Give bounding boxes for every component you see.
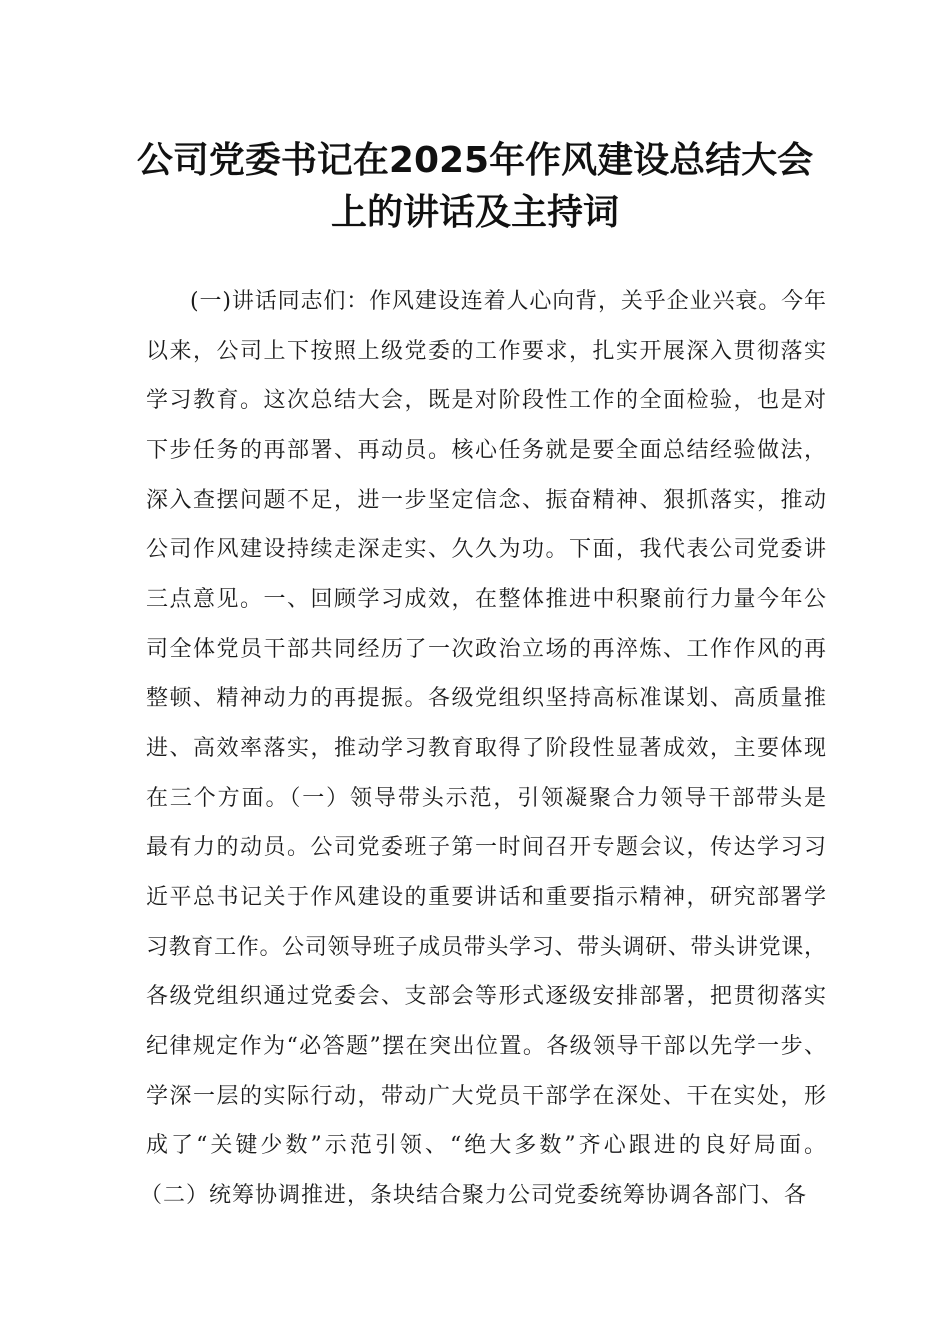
- body-line: 纪律规定作为“必答题”摆在突出位置。各级领导干部以先学一步、: [146, 1034, 826, 1059]
- body-line: 各级党组织通过党委会、支部会等形式逐级安排部署，把贯彻落实: [146, 984, 826, 1009]
- body-line: (一)讲话同志们：作风建设连着人心向背，关乎企业兴衰。今年: [190, 289, 826, 314]
- document-title-line-2: 上的讲话及主持词: [330, 192, 619, 233]
- body-line: 深入查摆问题不足，进一步坚定信念、振奋精神、狠抓落实，推动: [146, 488, 826, 513]
- document-title-line-1: 公司党委书记在2025年作风建设总结大会: [136, 140, 814, 181]
- body-line: 近平总书记关于作风建设的重要讲话和重要指示精神，研究部署学: [146, 885, 826, 910]
- body-line: 习教育工作。公司领导班子成员带头学习、带头调研、带头讲党课，: [146, 935, 826, 960]
- body-line: 进、高效率落实，推动学习教育取得了阶段性显著成效，主要体现: [146, 736, 826, 761]
- body-line: 最有力的动员。公司党委班子第一时间召开专题会议，传达学习习: [146, 835, 826, 860]
- body-line: 学深一层的实际行动，带动广大党员干部学在深处、干在实处，形: [146, 1084, 826, 1109]
- body-line: 下步任务的再部署、再动员。核心任务就是要全面总结经验做法，: [146, 438, 826, 463]
- body-line: 三点意见。一、回顾学习成效，在整体推进中积聚前行力量今年公: [146, 587, 826, 612]
- body-line: 学习教育。这次总结大会，既是对阶段性工作的全面检验，也是对: [146, 388, 826, 413]
- body-line: 在三个方面。（一）领导带头示范，引领凝聚合力领导干部带头是: [146, 786, 826, 811]
- body-line: 司全体党员干部共同经历了一次政治立场的再淬炼、工作作风的再: [146, 637, 826, 662]
- body-line: 整顿、精神动力的再提振。各级党组织坚持高标准谋划、高质量推: [146, 686, 826, 711]
- body-line: 以来，公司上下按照上级党委的工作要求，扎实开展深入贯彻落实: [146, 339, 826, 364]
- body-line: 成了“关键少数”示范引领、“绝大多数”齐心跟进的良好局面。: [146, 1133, 826, 1158]
- body-line: （二）统筹协调推进，条块结合聚力公司党委统筹协调各部门、各: [140, 1183, 806, 1208]
- body-line: 公司作风建设持续走深走实、久久为功。下面，我代表公司党委讲: [146, 537, 826, 562]
